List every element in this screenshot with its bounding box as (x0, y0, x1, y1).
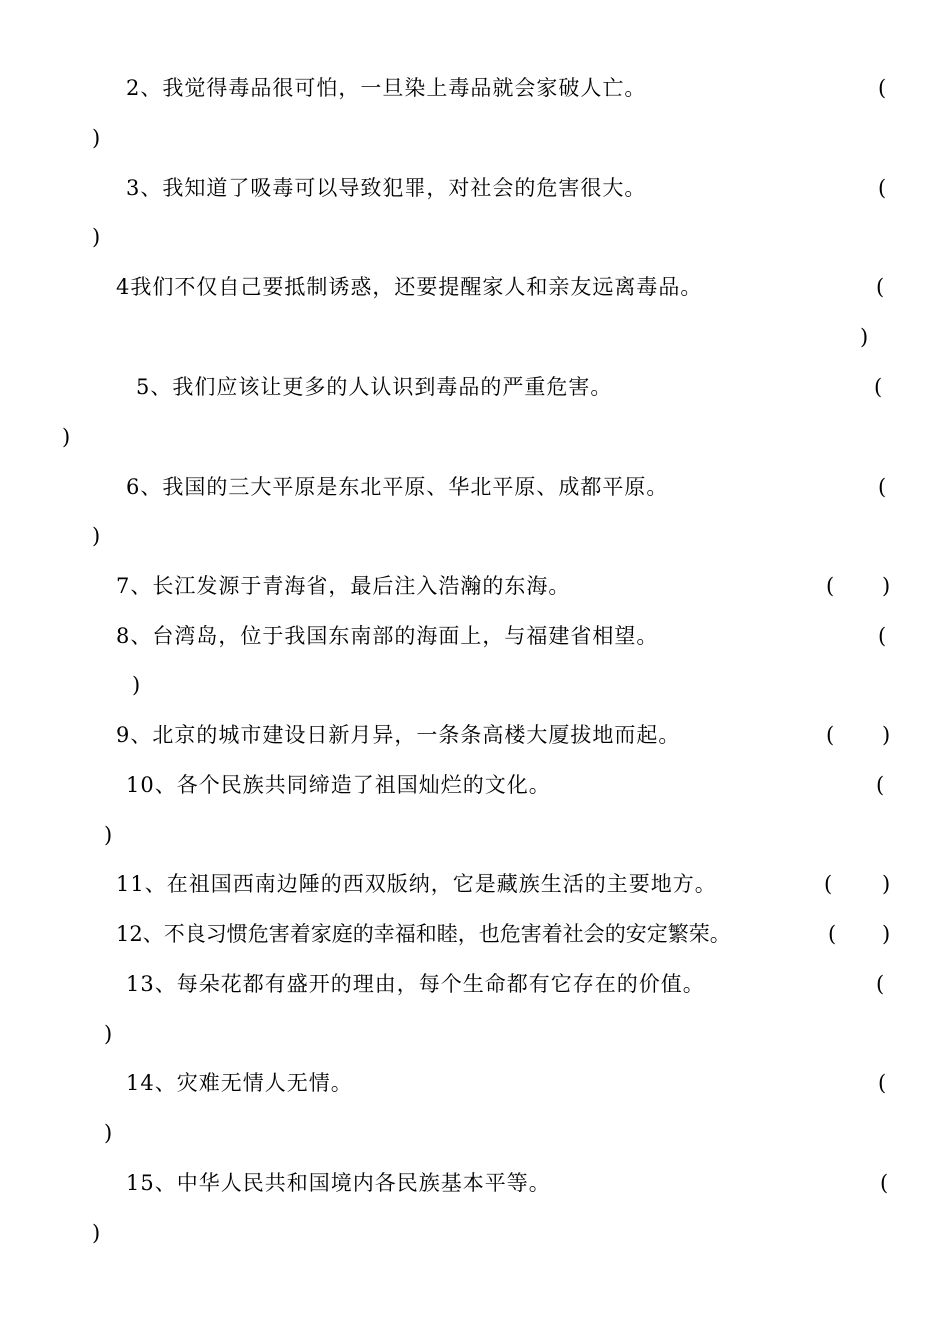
question-10-text: 10、各个民族共同缔造了祖国灿烂的文化。 (126, 773, 551, 797)
question-4-text: 4我们不仅自己要抵制诱惑，还要提醒家人和亲友远离毒品。 (116, 275, 703, 299)
question-11-open-paren: ( (824, 872, 833, 896)
question-5-close-paren: ) (62, 425, 71, 449)
question-11-close-paren: ) (882, 872, 891, 896)
question-8-text: 8、台湾岛，位于我国东南部的海面上，与福建省相望。 (116, 624, 659, 648)
question-9-close-paren: ) (882, 723, 891, 747)
question-6-open-paren: ( (878, 475, 887, 499)
question-9-open-paren: ( (826, 723, 835, 747)
question-9-text: 9、北京的城市建设日新月异，一条条高楼大厦拔地而起。 (116, 723, 681, 747)
question-7-text: 7、长江发源于青海省，最后注入浩瀚的东海。 (116, 574, 571, 598)
question-2-open-paren: ( (878, 76, 887, 100)
question-6-close-paren: ) (92, 524, 101, 548)
question-3-open-paren: ( (878, 176, 887, 200)
question-7-close-paren: ) (882, 574, 891, 598)
question-15-close-paren: ) (92, 1221, 101, 1245)
question-7-open-paren: ( (826, 574, 835, 598)
question-10-open-paren: ( (876, 773, 885, 797)
question-5-text: 5、我们应该让更多的人认识到毒品的严重危害。 (136, 375, 613, 399)
question-11-text: 11、在祖国西南边陲的西双版纳，它是藏族生活的主要地方。 (116, 872, 717, 896)
question-12-close-paren: ) (882, 922, 891, 946)
question-4-open-paren: ( (876, 275, 885, 299)
question-15-open-paren: ( (880, 1171, 889, 1195)
question-8-close-paren: ) (132, 673, 141, 697)
question-14-text: 14、灾难无情人无情。 (126, 1071, 353, 1095)
question-12-text: 12、不良习惯危害着家庭的幸福和睦，也危害着社会的安定繁荣。 (116, 922, 731, 946)
question-2-text: 2、我觉得毒品很可怕，一旦染上毒品就会家破人亡。 (126, 76, 647, 100)
question-12-open-paren: ( (828, 922, 837, 946)
question-10-close-paren: ) (104, 823, 113, 847)
question-3-close-paren: ) (92, 225, 101, 249)
question-8-open-paren: ( (878, 624, 887, 648)
question-2-close-paren: ) (92, 126, 101, 150)
question-15-text: 15、中华人民共和国境内各民族基本平等。 (126, 1171, 551, 1195)
question-4-close-paren: ) (860, 325, 869, 349)
question-3-text: 3、我知道了吸毒可以导致犯罪，对社会的危害很大。 (126, 176, 647, 200)
question-13-close-paren: ) (104, 1022, 113, 1046)
question-5-open-paren: ( (874, 375, 883, 399)
question-13-open-paren: ( (876, 972, 885, 996)
question-13-text: 13、每朵花都有盛开的理由，每个生命都有它存在的价值。 (126, 972, 705, 996)
question-6-text: 6、我国的三大平原是东北平原、华北平原、成都平原。 (126, 475, 669, 499)
question-14-close-paren: ) (104, 1121, 113, 1145)
question-14-open-paren: ( (878, 1071, 887, 1095)
